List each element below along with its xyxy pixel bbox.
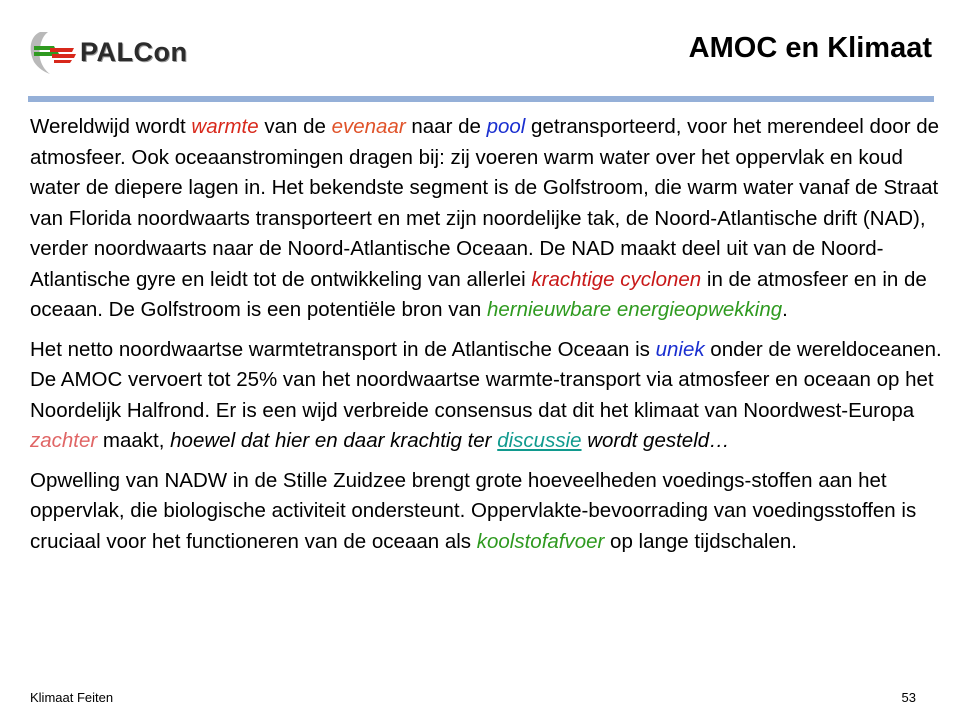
highlight-zachter: zachter [30, 429, 98, 452]
paragraph [30, 466, 948, 558]
slide-body [30, 112, 948, 566]
logo-text: PALCon [80, 37, 188, 67]
text-segment: Wereldwijd wordt [30, 115, 192, 138]
italic-text: wordt gesteld… [581, 429, 730, 452]
highlight-warmte: warmte [191, 115, 259, 138]
discussie-link[interactable]: discussie [497, 429, 582, 452]
text-segment: op lange tijdschalen. [604, 529, 797, 553]
highlight-evenaar: evenaar [331, 115, 406, 138]
text-segment: in de atmosfeer en in de oceaan. De Golfstroom is een potentiële bron van [30, 267, 927, 321]
highlight-koolstofafvoer: koolstofafvoer [476, 529, 605, 553]
text-segment: van de [258, 115, 332, 138]
paragraph [30, 335, 948, 457]
text-segment: maakt, [97, 429, 171, 452]
highlight-energie: hernieuwbare energieopwekking [486, 298, 783, 321]
text-segment: Opwelling van NADW in de Stille Zuidzee brengt grote hoeveelheden voedings-stoffen aan het oppervlak, die biologische activiteit ondersteunt. Oppervlakte-bevoorrading van voedingsstoffen is cruciaal voor het functioneren van de oceaan als [30, 468, 917, 553]
page-number: 53 [901, 690, 916, 705]
footer-label: Klimaat Feiten [30, 690, 114, 705]
highlight-uniek: uniek [655, 337, 705, 361]
text-segment: onder de wereldoceanen. De AMOC vervoert tot 25% van het noordwaartse warmte-transport via atmosfeer en oceaan op het Noordelijk Halfrond. Er is een wijd verbreide consensus dat dit het klimaat van Noordwest-Europa [30, 337, 942, 422]
paragraph [30, 112, 948, 326]
text-segment: getransporteerd, voor het merendeel door de atmosfeer. Ook oceaanstromingen dragen bij: zij voeren warm water over het oppervlak en koud water de diepere lagen in. Het bekendste segment is de Golfstroom, die warm water vanaf de Straat van Florida noordwaarts transporteert en met zijn noordelijke tak, de Noord-Atlantische drift (NAD), verder noordwaarts naar de Noord-Atlantische Oceaan. De NAD maakt deel uit van de Noord-Atlantische gyre en leidt tot de ontwikkeling van allerlei [30, 115, 940, 291]
text-segment: . [782, 298, 788, 321]
highlight-cyclonen: krachtige cyclonen [531, 267, 702, 291]
highlight-pool: pool [486, 115, 526, 138]
palcon-hands-logo-icon [24, 28, 84, 76]
text-segment: naar de [405, 115, 487, 138]
italic-text: hoewel dat hier en daar krachtig ter [170, 429, 498, 452]
text-segment: Het netto noordwaartse warmtetransport in de Atlantische Oceaan is [30, 337, 656, 361]
palcon-logo [24, 28, 210, 76]
slide-title: AMOC en Klimaat [688, 32, 932, 64]
title-divider [28, 96, 934, 102]
